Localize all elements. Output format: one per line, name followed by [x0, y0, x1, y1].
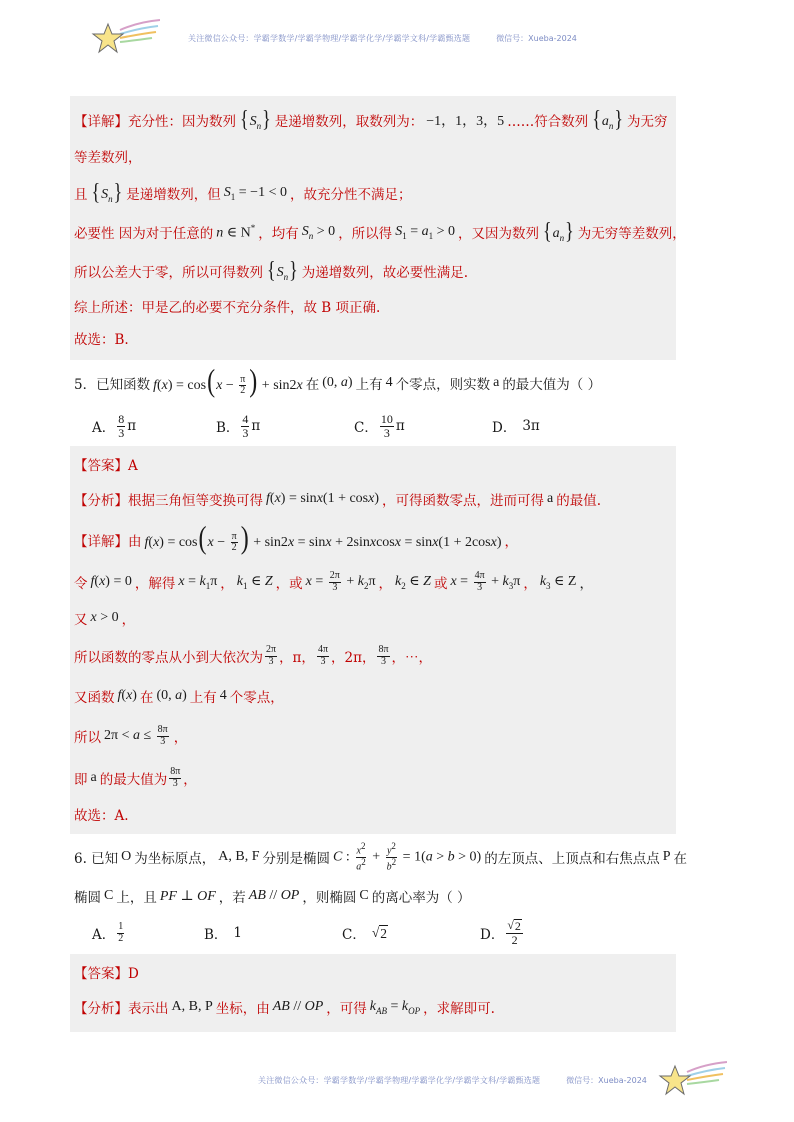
denominator: 3 [242, 425, 249, 440]
q6-option-a[interactable] [92, 922, 204, 944]
text: 【分析】表示出 [74, 1001, 169, 1017]
denominator: 3 [118, 425, 125, 440]
q4-line-6 [74, 290, 672, 322]
radicand: 2 [514, 919, 521, 934]
text: 6. 已知 [74, 851, 119, 867]
text: 为递增数列，故必要性满足. [301, 265, 469, 281]
text: 的最值. [556, 493, 602, 509]
header-text: 关注微信公众号：学霸学数学/学霸学物理/学霸学化学/学霸学文科/学霸甄选题 [188, 33, 471, 43]
text: ，2π， [331, 650, 376, 666]
text: ， [220, 576, 234, 592]
text: 在 [673, 851, 687, 867]
text: 4 [219, 688, 227, 703]
text: 上，且 [116, 890, 157, 906]
text: ，求解即可. [423, 1001, 495, 1017]
text: 的最大值为（ ） [502, 377, 602, 393]
text: ，又因为数列 [458, 226, 539, 242]
text: 又 [74, 612, 88, 628]
q5-stem: 5．已知函数 f(x) = cos(x − $\frac{\pi}{2}$ ) + sin2x 在 (0, a) 上有 4 个零点，则实数 a 的最大值为（ ） [74, 365, 602, 399]
q5-detail-2: 令 f(x) = 0 ，解得 $x = k_1\pi$ ， $k_1$ ∈ Z ，或 x = $\frac{2\pi}{3}$ + $k_2\pi$ ， $k_2$ ∈ Z 或 x = $\frac{4\pi}{3}$ + $k_3\pi$ ， $k_3$ ∈ Z ， [74, 570, 593, 593]
content [70, 96, 687, 1032]
option-text: 3π [522, 418, 540, 434]
text: 令 [74, 576, 88, 592]
text: ，则椭圆 [302, 890, 357, 906]
text: ……符合数列 [507, 114, 589, 130]
text: 的左顶点、上顶点和右焦点点 [484, 851, 660, 867]
q4-detail-block [70, 96, 686, 360]
text: 【答案】A [74, 458, 138, 474]
option-label: D． [480, 927, 505, 943]
text: 为坐标原点， [134, 851, 216, 867]
text: ，若 [218, 890, 246, 906]
text: ，可得函数零点，进而可得 [382, 493, 545, 509]
text: 且 [74, 187, 88, 203]
q6-answer [74, 956, 672, 988]
q6-stem: 6. 已知 O 为坐标原点， A, B, F 分别是椭圆 C : $\frac{x^2}{a^2}$ + $\frac{y^2}{b^2}$ = 1(a > b > 0) 的左顶点、上顶点和右焦点点 P 在 椭圆 C 上，且 PF ⊥ OF ，若 AB // OP ，则椭圆 C 的离心率为（ ） [74, 840, 687, 906]
q6-option-b[interactable] [204, 923, 342, 943]
page-footer [258, 1055, 758, 1105]
text: 是递增数列，但 [126, 187, 221, 203]
q5-option-a[interactable] [92, 413, 216, 439]
option-text: 1 [233, 925, 243, 941]
option-label: D． [492, 420, 517, 436]
text: 所以公差大于零，所以可得数列 [74, 265, 263, 281]
q6-option-d[interactable]: D． √ 2 2 [480, 918, 521, 947]
option-label: A． [92, 927, 116, 943]
text: 等差数列， [74, 150, 142, 166]
numerator: 4 [242, 411, 249, 426]
text: ， [173, 730, 188, 746]
text: 【分析】根据三角恒等变换可得 [74, 493, 263, 509]
text: 故选：A. [74, 808, 129, 824]
text: 椭圆 [74, 890, 101, 906]
text: 的最大值为 [99, 772, 168, 788]
text: 坐标，由 [215, 1001, 270, 1017]
text: 或 [433, 576, 448, 592]
text: 在 [139, 690, 154, 706]
text: ，所以得 [338, 226, 393, 242]
text: 4 [385, 375, 393, 390]
denominator: 3 [383, 425, 390, 440]
q5-solution-block [70, 446, 676, 834]
q4-line-3: 且 $\{S_n\}$ 是递增数列，但 $S_1 = -1 < 0$ ，故充分性不满足； [74, 178, 412, 205]
text: ，均有 [258, 226, 299, 242]
text: 所以函数的零点从小到大依次为 [74, 650, 263, 666]
text: ，可得 [326, 1001, 367, 1017]
q4-line-5: 所以公差大于零，所以可得数列 $\{S_n\}$ 为递增数列，故必要性满足. [74, 256, 469, 283]
text: ，π， [279, 650, 315, 666]
footer-wechat: 微信号：Xueba-2024 [566, 1075, 647, 1085]
shooting-star-logo [657, 1058, 727, 1102]
option-label: C． [354, 420, 378, 436]
q5-detail-4: 所以函数的零点从小到大依次为 $\frac{2\pi}{3}$ ，π， $\frac{4\pi}{3}$ ，2π， $\frac{8\pi}{3}$ ，⋯， [74, 644, 433, 667]
text: 分别是椭圆 [262, 851, 331, 867]
text: ， [183, 772, 197, 788]
text: 为无穷等差数列， [577, 226, 686, 242]
q5-detail-8 [74, 798, 672, 830]
q5-options [70, 406, 676, 446]
shooting-star-logo [90, 16, 160, 60]
text: 是递增数列，取数列为： [274, 114, 424, 130]
text: 所以 [74, 730, 101, 746]
footer-text: 关注微信公众号：学霸学数学/学霸学物理/学霸学化学/学霸学文科/学霸甄选题 [258, 1075, 541, 1085]
option-suffix: π [127, 418, 137, 434]
page-header [90, 16, 650, 60]
q5-detail-5: 又函数 f(x) 在 (0, a) 上有 4 个零点， [74, 688, 284, 706]
option-label: B． [216, 420, 240, 436]
text: 5．已知函数 [74, 377, 151, 393]
q5-detail-3: 又 x > 0 ， [74, 610, 136, 628]
numerator: 10 [380, 411, 393, 426]
q4-line-1: 【详解】充分性：因为数列 $\{S_n\}$ 是递增数列，取数列为： −1，1，3，5 ……符合数列 $\{a_n\}$ 为无穷 [74, 105, 668, 132]
q6-analysis: 【分析】表示出 A, B, P 坐标，由 AB // OP ，可得 $k_{AB} = k_{OP}$ ，求解即可. [74, 998, 495, 1017]
text: 【详解】由 [74, 534, 142, 550]
text: 上有 [189, 690, 217, 706]
text: ，或 [275, 576, 303, 592]
text: 【答案】D [74, 966, 139, 982]
q5-detail-6: 所以 2π < a ≤ $\frac{8\pi}{3}$ ， [74, 724, 188, 747]
option-label: B． [204, 927, 228, 943]
text: 综上所述：甲是乙的必要不充分条件，故 B 项正确. [74, 300, 381, 316]
header-wechat: 微信号：Xueba-2024 [496, 33, 577, 43]
text: 【详解】充分性：因为数列 [74, 114, 236, 130]
q5-detail-1: 【详解】由 f(x) = cos(x − $\frac{\pi}{2}$ ) + sin2x = sinx + 2sinxcosx = sinx(1 + 2cosx) ， [74, 522, 519, 556]
sequence-values: −1，1，3，5 [426, 114, 505, 129]
q5-option-c[interactable] [354, 413, 492, 439]
text: ，⋯， [391, 650, 433, 666]
text: 为无穷 [626, 114, 668, 130]
text: 个零点，则实数 [395, 377, 491, 393]
option-suffix: π [251, 418, 261, 434]
text: 的离心率为（ ） [371, 890, 471, 906]
q5-analysis: 【分析】根据三角恒等变换可得 f(x) = sinx(1 + cosx) ，可得函数零点，进而可得 a 的最值. [74, 491, 602, 509]
q4-line-2 [74, 138, 672, 174]
q6-option-c[interactable] [342, 923, 480, 943]
text: 个零点， [229, 690, 284, 706]
option-suffix: π [395, 418, 405, 434]
radicand: 2 [380, 925, 388, 941]
option-label: A． [92, 420, 116, 436]
text: 上有 [355, 377, 383, 393]
q5-answer [74, 448, 672, 480]
text: ，解得 [134, 576, 176, 592]
text: 在 [305, 377, 320, 393]
q5-option-b[interactable] [216, 413, 354, 439]
text: ，故充分性不满足； [289, 187, 412, 203]
text: ， [121, 612, 136, 628]
q6-options [70, 912, 676, 954]
text: 故选：B. [74, 332, 129, 348]
q4-line-4: 必要性 因为对于任意的 n ∈ N* ，均有 $S_n > 0$ ，所以得 $S_1 = a_1 > 0$ ，又因为数列 $\{a_n\}$ 为无穷等差数列， [74, 217, 686, 244]
q4-line-7 [74, 322, 672, 354]
denominator: 2 [118, 932, 124, 944]
sqrt-symbol: √ 2 [371, 924, 388, 941]
numerator: 8 [118, 411, 125, 426]
denominator: 2 [511, 933, 518, 947]
text: 又函数 [74, 690, 115, 706]
q5-detail-7: 即 a 的最大值为 $\frac{8\pi}{3}$ ， [74, 766, 197, 789]
text: ， [378, 576, 393, 592]
q6-solution-block [70, 954, 676, 1032]
text: ， [523, 576, 537, 592]
text: 即 [74, 772, 88, 788]
text: 必要性 因为对于任意的 [74, 226, 214, 242]
q5-option-d[interactable] [492, 416, 540, 436]
text: ， [504, 534, 519, 550]
numerator: 1 [118, 921, 124, 932]
option-label: C． [342, 927, 366, 943]
